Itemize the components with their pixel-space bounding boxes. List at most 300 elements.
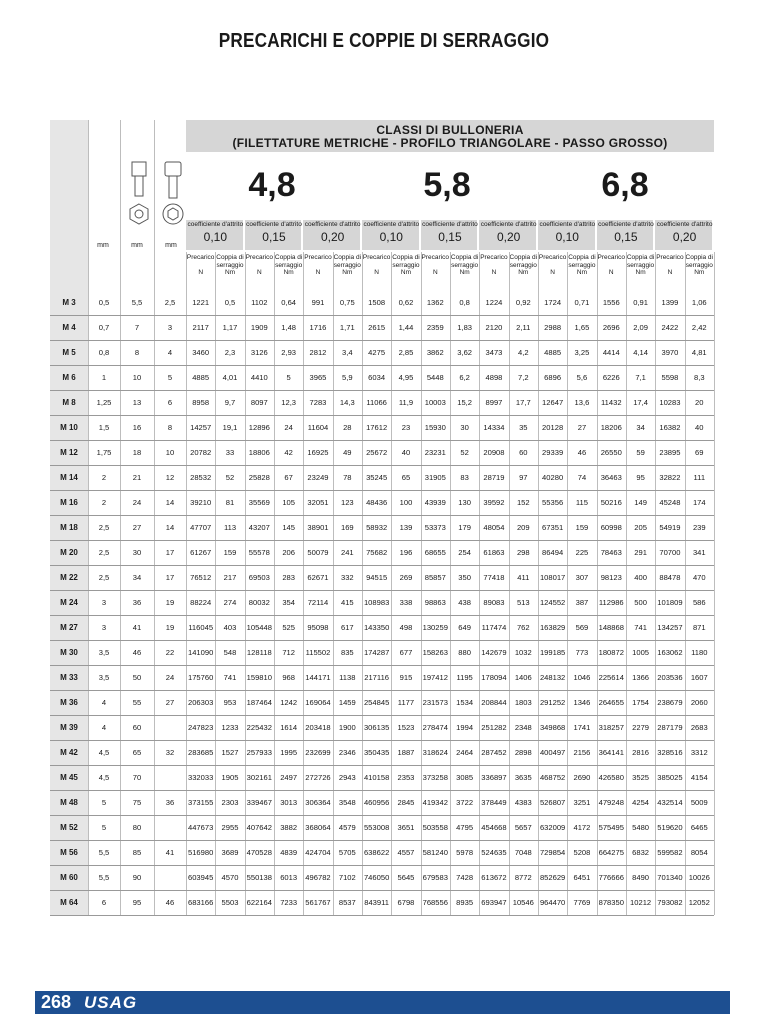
pitch-cell: 4 (101, 698, 107, 707)
pitch-cell: 1 (101, 373, 107, 382)
precarico-header (655, 254, 684, 277)
preload-cell: 8997 (485, 398, 503, 407)
torque-cell: 4795 (456, 823, 474, 832)
torque-cell: 115 (575, 498, 588, 507)
class-6-8-label: 6,8 (601, 166, 649, 204)
table-row (50, 890, 714, 916)
thread-size-cell: M 48 (60, 798, 78, 807)
coppia-header (509, 254, 538, 277)
torque-cell: 4570 (221, 873, 239, 882)
torque-cell: 2845 (397, 798, 415, 807)
torque-cell: 46 (577, 448, 587, 457)
preload-cell: 130259 (422, 623, 448, 632)
preload-cell: 124552 (539, 598, 566, 607)
torque-cell: 5480 (632, 823, 650, 832)
torque-cell: 411 (517, 573, 530, 582)
coppia-header (685, 254, 714, 277)
preload-cell: 496782 (305, 873, 331, 882)
footer-band (35, 991, 730, 1014)
torque-cell: 10026 (688, 873, 710, 882)
preload-cell: 148868 (598, 623, 624, 632)
thread-size-cell: M 8 (62, 398, 76, 407)
table-row (50, 640, 714, 666)
preload-cell: 378449 (481, 798, 507, 807)
torque-cell: 1005 (632, 648, 650, 657)
preload-cell: 159810 (246, 673, 272, 682)
torque-cell: 12,3 (281, 398, 297, 407)
preload-cell: 20908 (483, 448, 505, 457)
torque-cell: 498 (399, 623, 413, 632)
torque-cell: 2,3 (224, 348, 236, 357)
preload-cell: 217116 (364, 673, 390, 682)
pitch-cell: 1,25 (96, 398, 112, 407)
torque-cell: 415 (340, 598, 354, 607)
torque-cell: 4,01 (222, 373, 238, 382)
preload-cell: 2359 (426, 323, 444, 332)
preload-cell: 768556 (422, 898, 448, 907)
unit-mm-2: mm (97, 242, 109, 249)
torque-cell: 2346 (338, 748, 356, 757)
precarico-unit: N (432, 269, 438, 276)
torque-cell: 239 (692, 523, 706, 532)
torque-cell: 14,3 (339, 398, 355, 407)
preload-cell: 2422 (661, 323, 679, 332)
preload-cell: 180872 (598, 648, 624, 657)
table-row (50, 340, 714, 366)
preload-cell: 318624 (422, 748, 448, 757)
coppia-label-2: serraggio (392, 261, 420, 269)
torque-cell: 291 (634, 548, 647, 557)
pitch-cell: 0,8 (98, 348, 110, 357)
coppia-label-2: serraggio (627, 261, 655, 269)
preload-cell: 364141 (598, 748, 624, 757)
preload-cell: 197412 (422, 673, 448, 682)
socket-size-cell: 27 (165, 698, 175, 707)
preload-cell: 20128 (542, 423, 564, 432)
torque-cell: 100 (399, 498, 413, 507)
precarico-header (597, 254, 626, 277)
torque-cell: 4579 (338, 823, 356, 832)
torque-cell: 915 (399, 673, 413, 682)
torque-cell: 42 (284, 448, 293, 457)
coef-value: 0,15 (262, 230, 286, 244)
torque-cell: 52 (225, 473, 235, 482)
torque-cell: 7,1 (635, 373, 646, 382)
torque-cell: 15,2 (457, 398, 473, 407)
torque-cell: 2353 (397, 773, 415, 782)
preload-cell: 4410 (250, 373, 268, 382)
coppia-unit: Nm (635, 269, 646, 276)
thread-size-cell: M 30 (60, 648, 78, 657)
torque-cell: 3,4 (342, 348, 353, 357)
coef-label: coefficiente d'attrito (598, 221, 654, 228)
torque-cell: 6013 (280, 873, 298, 882)
precarico-header (245, 254, 274, 277)
torque-cell: 1803 (514, 698, 532, 707)
preload-cell: 54919 (659, 523, 681, 532)
preload-cell: 519620 (657, 823, 683, 832)
coppia-label-1: Coppia di (333, 254, 362, 261)
torque-cell: 2464 (456, 748, 474, 757)
preload-cell: 599582 (657, 848, 683, 857)
preload-cell: 10283 (659, 398, 681, 407)
preload-cell: 142679 (481, 648, 507, 657)
preload-cell: 86494 (542, 548, 564, 557)
torque-cell: 4254 (632, 798, 650, 807)
preload-cell: 1362 (426, 298, 444, 307)
socket-size-cell: 6 (167, 398, 173, 407)
torque-cell: 4383 (514, 798, 532, 807)
preload-cell: 603945 (187, 873, 214, 882)
socket-size-cell: 2,5 (164, 298, 176, 307)
torque-cell: 1046 (573, 673, 591, 682)
coef-value: 0,15 (438, 230, 462, 244)
preload-cell: 206303 (187, 698, 214, 707)
pitch-cell: 4,5 (98, 773, 110, 782)
coppia-label-1: Coppia di (626, 254, 655, 261)
torque-cell: 4,95 (398, 373, 414, 382)
socket-size-cell (154, 765, 186, 790)
preload-cell: 10003 (424, 398, 446, 407)
torque-cell: 2497 (280, 773, 298, 782)
torque-cell: 269 (399, 573, 413, 582)
torque-cell: 17,7 (515, 398, 531, 407)
preload-cell: 108983 (363, 598, 390, 607)
thread-size-cell: M 6 (62, 373, 76, 382)
preload-cell: 232699 (305, 748, 331, 757)
thread-size-cell: M 20 (60, 548, 78, 557)
torque-cell: 2,93 (281, 348, 297, 357)
torque-cell: 0,8 (459, 298, 470, 307)
torque-cell: 2,11 (516, 323, 531, 332)
unit-mm-4: mm (165, 242, 177, 249)
torque-cell: 3635 (514, 773, 532, 782)
pitch-cell: 6 (101, 898, 107, 907)
preload-cell: 2120 (485, 323, 503, 332)
preload-cell: 479248 (598, 798, 624, 807)
preload-cell: 793082 (657, 898, 683, 907)
preload-cell: 693947 (481, 898, 507, 907)
preload-cell: 339467 (246, 798, 272, 807)
coppia-label-1: Coppia di (568, 254, 596, 261)
page-title: PRECARICHI E COPPIE DI SERRAGGIO (218, 30, 550, 52)
precarico-header (186, 254, 215, 277)
torque-cell: 871 (692, 623, 706, 632)
preload-cell: 112986 (598, 598, 624, 607)
preload-cell: 20782 (190, 448, 212, 457)
torque-cell: 712 (282, 648, 295, 657)
torque-cell: 5657 (514, 823, 532, 832)
torque-cell: 206 (282, 548, 295, 557)
coef-value: 0,20 (320, 230, 345, 244)
torque-cell: 1614 (280, 723, 298, 732)
preload-cell: 58932 (366, 523, 388, 532)
torque-cell: 350 (458, 573, 471, 582)
torque-cell: 0,64 (281, 298, 297, 307)
head-size-cell: 24 (132, 498, 142, 507)
preload-cell: 516980 (187, 848, 214, 857)
preload-cell: 16925 (307, 448, 329, 457)
preload-cell: 1724 (544, 298, 562, 307)
coppia-unit: Nm (459, 269, 470, 276)
precarico-label: Precarico (480, 254, 508, 261)
preload-cell: 254845 (363, 698, 390, 707)
torque-cell: 403 (223, 623, 237, 632)
coppia-label-1: Coppia di (216, 254, 244, 261)
head-size-cell: 10 (132, 373, 142, 382)
torque-cell: 3312 (690, 748, 708, 757)
socket-size-cell (154, 865, 186, 890)
torque-cell: 2,09 (633, 323, 648, 332)
preload-cell: 105448 (246, 623, 272, 632)
torque-cell: 1180 (691, 648, 708, 657)
preload-cell: 175760 (187, 673, 214, 682)
preload-cell: 5448 (426, 373, 444, 382)
torque-cell: 179 (458, 523, 471, 532)
preload-cell: 12647 (542, 398, 564, 407)
torque-cell: 1366 (632, 673, 650, 682)
preload-cell: 679583 (422, 873, 448, 882)
coppia-header (626, 254, 655, 277)
coppia-label-1: Coppia di (685, 254, 713, 261)
preload-cell: 776666 (598, 873, 624, 882)
coppia-header (274, 254, 303, 277)
preload-cell: 98863 (424, 598, 446, 607)
header-line-1: CLASSI DI BULLONERIA (376, 123, 524, 137)
preload-cell: 468752 (539, 773, 566, 782)
torque-cell: 3085 (456, 773, 474, 782)
preload-cell: 3126 (250, 348, 268, 357)
preload-cell: 7283 (309, 398, 327, 407)
preload-cell: 28532 (190, 473, 212, 482)
head-size-cell: 60 (132, 723, 142, 732)
preload-cell: 575495 (598, 823, 624, 832)
preload-cell: 95098 (307, 623, 329, 632)
hex-bolt-icon (124, 160, 154, 240)
preload-cell: 18206 (600, 423, 622, 432)
torque-cell: 2943 (338, 773, 356, 782)
thread-size-cell: M 24 (60, 598, 78, 607)
table-row (50, 740, 714, 766)
preload-cell: 178094 (481, 673, 507, 682)
preload-cell: 3970 (661, 348, 679, 357)
table-row (50, 415, 714, 441)
torque-cell: 9,7 (224, 398, 236, 407)
socket-size-cell: 14 (165, 498, 175, 507)
table-row (50, 465, 714, 491)
torque-cell: 40 (401, 448, 411, 457)
torque-cell: 113 (223, 523, 237, 532)
preload-cell: 25828 (248, 473, 270, 482)
socket-size-cell: 17 (165, 573, 175, 582)
preload-cell: 203536 (657, 673, 683, 682)
table-row (50, 865, 714, 891)
preload-cell: 128118 (246, 648, 272, 657)
preload-cell: 61267 (190, 548, 212, 557)
head-size-cell: 8 (134, 348, 140, 357)
coppia-header (567, 254, 596, 277)
brand-logo: USAG (84, 993, 138, 1012)
socket-size-cell: 8 (167, 423, 173, 432)
preload-cell: 729854 (539, 848, 566, 857)
coppia-label-2: serraggio (216, 261, 244, 269)
coppia-label-2: serraggio (333, 261, 361, 269)
preload-cell: 238679 (657, 698, 683, 707)
torque-cell: 2279 (632, 723, 650, 732)
preload-cell: 108017 (539, 573, 566, 582)
precarico-unit: N (256, 269, 262, 276)
coppia-header (215, 254, 244, 277)
preload-cell: 5598 (661, 373, 679, 382)
pitch-cell: 3,5 (98, 673, 110, 682)
torque-cell: 1887 (397, 748, 415, 757)
head-size-cell: 90 (132, 873, 142, 882)
coef-label: coefficiente d'attrito (363, 221, 420, 228)
pitch-cell: 2 (101, 498, 107, 507)
precarico-unit: N (315, 269, 321, 276)
preload-cell: 40280 (542, 473, 564, 482)
torque-cell: 4,81 (691, 348, 707, 357)
head-size-cell: 7 (134, 323, 140, 332)
coef-value: 0,10 (379, 230, 403, 244)
torque-cell: 500 (634, 598, 647, 607)
preload-cell: 94515 (366, 573, 388, 582)
preload-cell: 843911 (364, 898, 390, 907)
preload-cell: 454668 (481, 823, 507, 832)
precarico-unit: N (608, 269, 614, 276)
torque-cell: 569 (575, 623, 589, 632)
preload-cell: 60998 (600, 523, 622, 532)
preload-cell: 80032 (248, 598, 270, 607)
preload-cell: 68655 (424, 548, 446, 557)
preload-cell: 45248 (659, 498, 681, 507)
coppia-label-2: serraggio (685, 261, 713, 269)
pitch-cell: 5 (101, 798, 107, 807)
precarico-header (538, 254, 567, 277)
pitch-cell: 1,75 (96, 448, 112, 457)
head-size-cell: 30 (132, 548, 142, 557)
preload-cell: 225614 (598, 673, 624, 682)
pitch-cell: 2 (101, 473, 107, 482)
torque-cell: 1,06 (691, 298, 707, 307)
precarico-header (421, 254, 450, 277)
torque-cell: 217 (223, 573, 237, 582)
torque-cell: 95 (636, 473, 645, 482)
head-size-cell: 21 (132, 473, 142, 482)
preload-cell: 1716 (309, 323, 327, 332)
torque-cell: 0,75 (339, 298, 355, 307)
preload-cell: 460956 (363, 798, 390, 807)
table-row (50, 690, 714, 716)
torque-cell: 4154 (690, 773, 708, 782)
torque-cell: 773 (575, 648, 589, 657)
head-size-cell: 46 (132, 648, 142, 657)
torque-cell: 4839 (280, 848, 298, 857)
torque-cell: 8772 (514, 873, 532, 882)
table-row (50, 290, 714, 316)
pitch-cell: 1,5 (98, 423, 110, 432)
coef-value: 0,15 (614, 230, 638, 244)
preload-cell: 550138 (246, 873, 272, 882)
torque-cell: 1534 (456, 698, 474, 707)
torque-cell: 11,9 (398, 398, 414, 407)
torque-cell: 145 (282, 523, 295, 532)
torque-cell: 2683 (690, 723, 708, 732)
preload-cell: 701340 (657, 873, 683, 882)
torque-cell: 1905 (221, 773, 239, 782)
socket-size-cell: 17 (165, 548, 175, 557)
pitch-cell: 5 (101, 823, 107, 832)
coppia-unit: Nm (576, 269, 587, 276)
preload-cell: 2117 (192, 323, 209, 332)
torque-cell: 6451 (573, 873, 591, 882)
preload-cell: 134257 (657, 623, 683, 632)
torque-cell: 5,9 (342, 373, 353, 382)
preload-cell: 1909 (250, 323, 268, 332)
torque-cell: 0,91 (633, 298, 648, 307)
torque-cell: 617 (340, 623, 354, 632)
socket-size-cell: 10 (165, 448, 175, 457)
preload-cell: 43207 (248, 523, 270, 532)
header-line-2: (FILETTATURE METRICHE - PROFILO TRIANGOLARE - PASSO GROSSO) (232, 136, 668, 150)
preload-cell: 35245 (366, 473, 388, 482)
thread-size-cell: M 12 (60, 448, 78, 457)
preload-cell: 55578 (248, 548, 270, 557)
torque-cell: 19,1 (222, 423, 238, 432)
pitch-cell: 5,5 (98, 848, 110, 857)
preload-cell: 878350 (598, 898, 624, 907)
torque-cell: 241 (340, 548, 354, 557)
head-size-cell: 75 (132, 798, 142, 807)
head-size-cell: 85 (132, 848, 142, 857)
preload-cell: 38901 (307, 523, 329, 532)
torque-cell: 105 (282, 498, 295, 507)
thread-size-cell: M 14 (60, 473, 78, 482)
torque-cell: 3,25 (574, 348, 590, 357)
torque-cell: 49 (343, 448, 352, 457)
coef-value: 0,10 (555, 230, 579, 244)
preload-cell: 75682 (366, 548, 388, 557)
preload-cell: 964470 (539, 898, 566, 907)
torque-cell: 1754 (632, 698, 650, 707)
preload-cell: 50216 (600, 498, 622, 507)
torque-cell: 4,14 (633, 348, 648, 357)
torque-cell: 5208 (573, 848, 591, 857)
torque-cell: 7233 (280, 898, 298, 907)
preload-cell: 141090 (187, 648, 214, 657)
torque-cell: 24 (284, 423, 293, 432)
coppia-unit: Nm (342, 269, 353, 276)
thread-size-cell: M 10 (60, 423, 78, 432)
torque-cell: 174 (692, 498, 706, 507)
torque-cell: 3722 (456, 798, 474, 807)
torque-cell: 470 (692, 573, 706, 582)
coppia-unit: Nm (518, 269, 529, 276)
torque-cell: 196 (399, 548, 413, 557)
preload-cell: 302161 (246, 773, 272, 782)
torque-cell: 97 (519, 473, 528, 482)
torque-cell: 5,6 (576, 373, 588, 382)
preload-cell: 98123 (600, 573, 622, 582)
torque-cell: 1741 (573, 723, 591, 732)
torque-cell: 8490 (632, 873, 650, 882)
precarico-unit: N (491, 269, 497, 276)
table-row (50, 565, 714, 591)
socket-size-cell: 5 (167, 373, 173, 382)
table-row (50, 715, 714, 741)
torque-cell: 4557 (397, 848, 415, 857)
torque-cell: 968 (282, 673, 295, 682)
